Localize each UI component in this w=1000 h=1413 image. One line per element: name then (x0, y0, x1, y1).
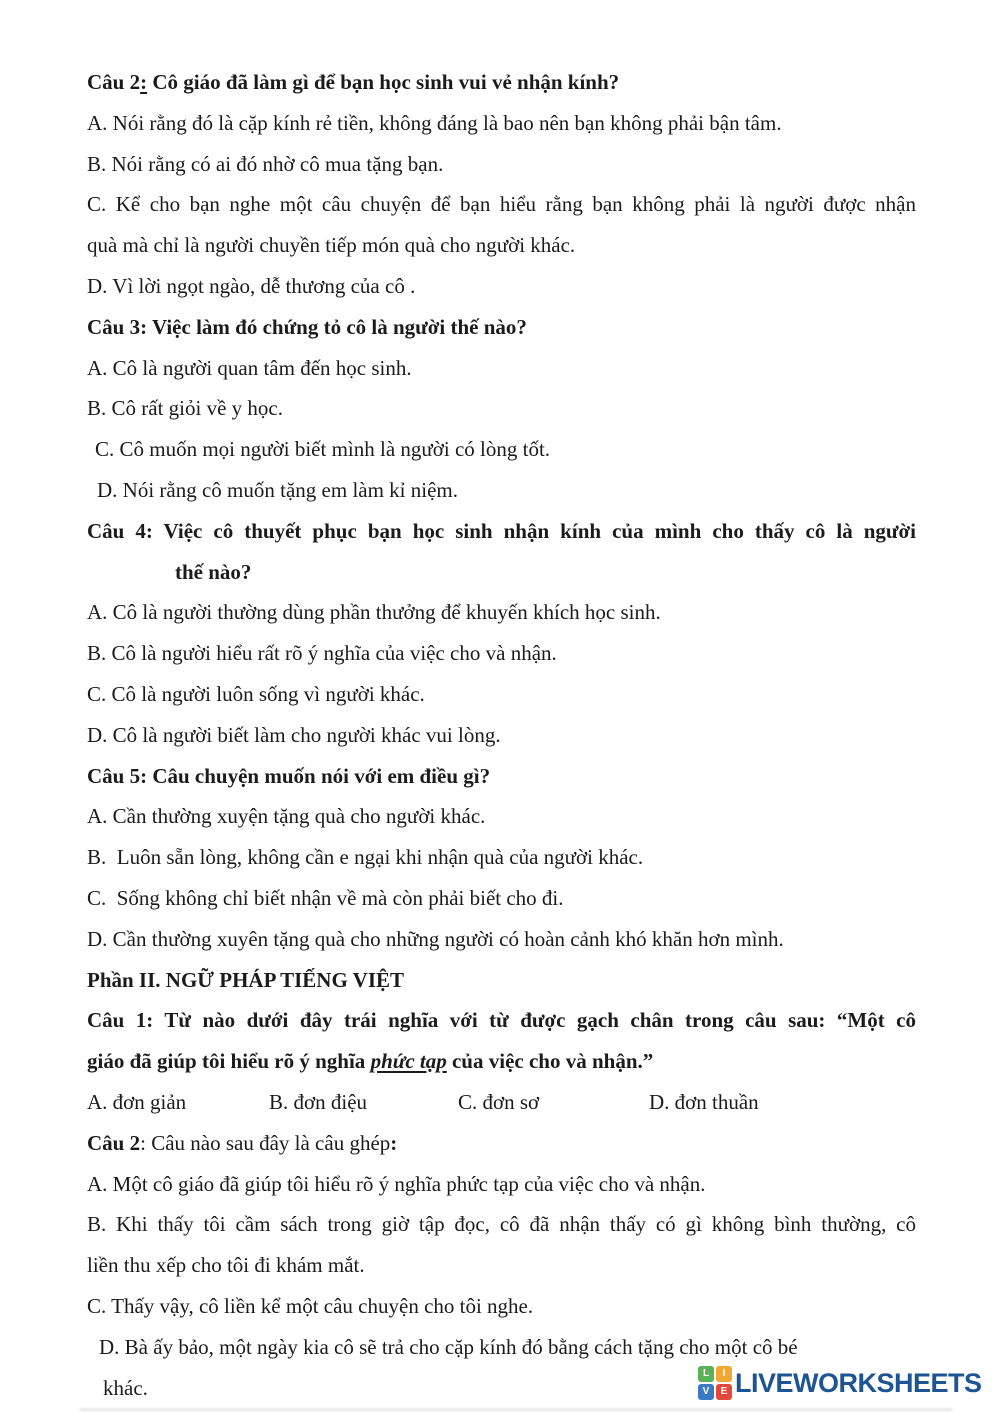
q2-option-b (87, 144, 916, 185)
logo-tiles-icon (698, 1366, 732, 1400)
q4-option-c (87, 674, 916, 715)
q2-option-c-line1 (87, 184, 916, 225)
text-run: C. Cô muốn mọi người biết mình là người có lòng tốt. (95, 437, 551, 462)
text-run: Câu 1: Từ nào dưới đây trái nghĩa với từ được gạch chân trong câu sau: “Một cô (87, 1008, 916, 1033)
text-run: khác. (103, 1375, 148, 1400)
q4-option-a (87, 592, 916, 633)
part-2-heading (87, 960, 916, 1001)
text-run: Câu 2 (87, 70, 141, 94)
p2q2-option-a (87, 1164, 916, 1205)
text-run: D. Nói rằng cô muốn tặng em làm kỉ niệm. (97, 477, 459, 502)
text-run: : Câu nào sau đây là câu ghép (140, 1130, 391, 1155)
text-run: B. Nói rằng có ai đó nhờ cô mua tặng bạn. (87, 151, 444, 176)
q2-option-c-line2 (87, 225, 916, 266)
logo-wordmark: LIVEWORKSHEETS (735, 1367, 982, 1398)
q2-heading (87, 62, 916, 103)
q5-option-c (87, 878, 916, 919)
text-run: B. Luôn sẵn lòng, không cần e ngại khi nhận quà của người khác. (87, 845, 644, 870)
logo-tile-l: L (698, 1366, 714, 1382)
text-run: D. Vì lời ngọt ngào, dễ thương của cô . (87, 273, 416, 298)
q4-option-d (87, 715, 916, 756)
text-run: A. Nói rằng đó là cặp kính rẻ tiền, không đáng là bao nên bạn không phải bận tâm. (87, 110, 782, 135)
text-run: thế nào? (175, 559, 252, 584)
p2q2-option-c (87, 1286, 916, 1327)
p2q1-option-b: B. đơn điệu (269, 1089, 368, 1114)
q4-heading-line2 (175, 552, 916, 593)
p2q1-option-a: A. đơn giản (87, 1089, 187, 1114)
text-run: : (390, 1130, 398, 1155)
q3-option-c (95, 429, 916, 470)
p2q2-option-b-line1 (87, 1204, 916, 1245)
document-content (87, 62, 916, 1408)
q2-option-d (87, 266, 916, 307)
p2q1-option-c: C. đơn sơ (458, 1089, 540, 1114)
p2q2-option-d-line1 (99, 1327, 916, 1368)
text-run: A. Một cô giáo đã giúp tôi hiểu rõ ý nghĩa phức tạp của việc cho và nhận. (87, 1171, 706, 1196)
text-run: C. Kể cho bạn nghe một câu chuyện để bạn hiểu rằng bạn không phải là người được nhận (87, 192, 916, 217)
q3-option-a (87, 348, 916, 389)
text-run: B. Cô rất giỏi về y học. (87, 396, 283, 421)
text-run: giáo đã giúp tôi hiểu rõ ý nghĩa (87, 1049, 371, 1074)
q2-option-a (87, 103, 916, 144)
text-run: Câu 3: Việc làm đó chứng tỏ cô là người thế nào? (87, 314, 527, 339)
p2q2-heading (87, 1123, 916, 1164)
text-run: Câu 2 (87, 1130, 141, 1155)
text-run: Phần II. NGỮ PHÁP TIẾNG VIỆT (87, 967, 405, 992)
text-run: Câu 5: Câu chuyện muốn nói với em điều gì? (87, 763, 491, 788)
p2q1-heading-line2 (87, 1041, 916, 1082)
logo-tile-i: I (716, 1366, 732, 1382)
text-run: Câu 4: Việc cô thuyết phục bạn học sinh nhận kính của mình cho thấy cô là người (87, 518, 916, 543)
q5-heading (87, 756, 916, 797)
text-run: A. Cần thường xuyện tặng quà cho người khác. (87, 804, 486, 829)
p2q1-options-row (87, 1082, 916, 1123)
text-run: liền thu xếp cho tôi đi khám mắt. (87, 1253, 365, 1278)
liveworksheets-logo[interactable] (698, 1366, 982, 1400)
text-run: B. Cô là người hiểu rất rõ ý nghĩa của việc cho và nhận. (87, 641, 557, 666)
text-run: Cô giáo đã làm gì để bạn học sinh vui vẻ nhận kính? (147, 70, 620, 94)
q4-heading-line1 (87, 511, 916, 552)
text-run: D. Cô là người biết làm cho người khác vui lòng. (87, 722, 501, 747)
q5-option-d (87, 919, 916, 960)
text-run: quà mà chỉ là người chuyền tiếp món quà cho người khác. (87, 233, 576, 258)
q3-option-d (97, 470, 916, 511)
text-run: D. Bà ấy bảo, một ngày kia cô sẽ trả cho cặp kính đó bằng cách tặng cho một cô bé (99, 1334, 798, 1359)
text-run: C. Thấy vậy, cô liền kể một câu chuyện cho tôi nghe. (87, 1293, 534, 1318)
text-run: C. Cô là người luôn sống vì người khác. (87, 681, 425, 706)
logo-tile-v: V (698, 1384, 714, 1400)
text-run: phức tạp (370, 1049, 447, 1074)
text-run: của việc cho và nhận.” (446, 1049, 654, 1074)
text-run: A. Cô là người quan tâm đến học sinh. (87, 355, 412, 380)
text-run: B. Khi thấy tôi cầm sách trong giờ tập đọc, cô đã nhận thấy có gì không bình thường, cô (87, 1212, 916, 1237)
text-run: A. Cô là người thường dùng phần thưởng để khuyến khích học sinh. (87, 600, 661, 625)
p2q2-option-b-line2 (87, 1245, 916, 1286)
q4-option-b (87, 633, 916, 674)
text-run: D. Cần thường xuyên tặng quà cho những người có hoàn cảnh khó khăn hơn mình. (87, 926, 784, 951)
q3-heading (87, 307, 916, 348)
p2q1-option-d: D. đơn thuần (649, 1089, 759, 1114)
scan-artifact-line (80, 1408, 952, 1411)
text-run: : (140, 70, 148, 94)
logo-tile-e: E (716, 1384, 732, 1400)
q5-option-a (87, 796, 916, 837)
q3-option-b (87, 388, 916, 429)
p2q1-heading-line1 (87, 1000, 916, 1041)
q5-option-b (87, 837, 916, 878)
text-run: C. Sống không chỉ biết nhận về mà còn phải biết cho đi. (87, 885, 564, 910)
